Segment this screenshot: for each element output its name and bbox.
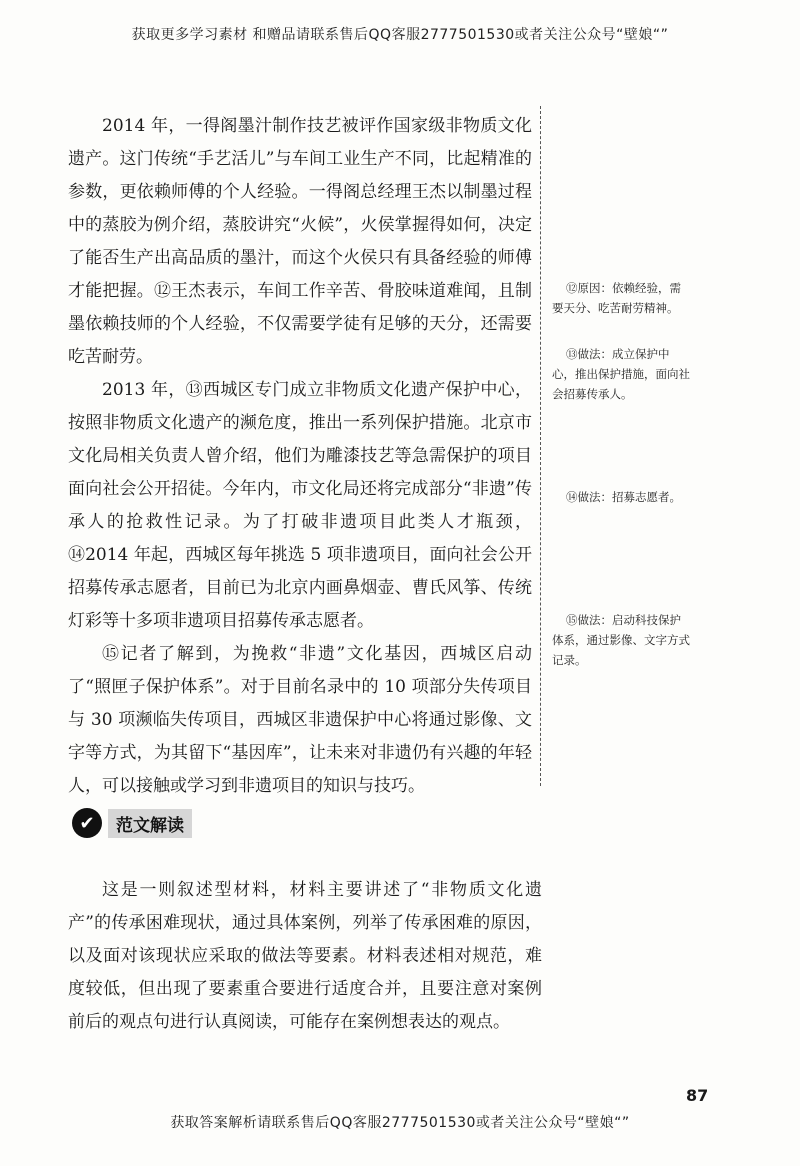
- margin-note-15: [552, 610, 720, 670]
- section-header: [72, 803, 192, 843]
- note-12-line-1: ⑫原因：依赖经验，需: [566, 281, 681, 295]
- note-15-line-3: 记录。: [552, 653, 587, 667]
- paragraph-3: ⑮记者了解到，为挽救“非遗”文化基因，西城区启动了“照匣子保护体系”。对于目前名录中的 10 项部分失传项目与 30 项濒临失传项目，西城区非遗保护中心将通过影像、文字等方式，为其留下“基因库”，让未来对非遗仍有兴趣的年轻人，可以接触或学习到非遗项目的知识与技巧。: [68, 644, 532, 796]
- section-title: 范文解读: [108, 809, 192, 838]
- note-14-line-1: ⑭做法：招募志愿者。: [566, 490, 681, 504]
- margin-note-14: [552, 487, 720, 507]
- analysis-paragraph: 这是一则叙述型材料，材料主要讲述了“非物质文化遗产”的传承困难现状，通过具体案例，列举了传承困难的原因，以及面对该现状应采取的做法等要素。材料表述相对规范，难度较低，但出现了要素重合要进行适度合并，且要注意对案例前后的观点句进行认真阅读，可能存在案例想表达的观点。: [68, 880, 542, 1032]
- note-15-line-2: 体系，通过影像、文字方式: [552, 633, 690, 647]
- top-promo-banner: 获取更多学习素材 和赠品请联系售后QQ客服2777501530或者关注公众号“壁娘“”: [131, 27, 669, 43]
- note-12-line-2: 要天分、吃苦耐劳精神。: [552, 301, 679, 315]
- analysis-section: [68, 874, 542, 1039]
- note-15-line-1: ⑮做法：启动科技保护: [566, 613, 681, 627]
- paragraph-1: 2014 年，一得阁墨汁制作技艺被评作国家级非物质文化遗产。这门传统“手艺活儿”与车间工业生产不同，比起精准的参数，更依赖师傅的个人经验。一得阁总经理王杰以制墨过程中的蒸胶为例介绍，蒸胶讲究“火候”，火侯掌握得如何，决定了能否生产出高品质的墨汁，而这个火侯只有具备经验的师傅才能把握。⑫王杰表示，车间工作辛苦、骨胶味道难闻，且制墨依赖技师的个人经验，不仅需要学徒有足够的天分，还需要吃苦耐劳。: [68, 116, 532, 367]
- checkmark-icon: ✔: [72, 808, 102, 838]
- paragraph-2: 2013 年，⑬西城区专门成立非物质文化遗产保护中心，按照非物质文化遗产的濒危度，推出一系列保护措施。北京市文化局相关负责人曾介绍，他们为雕漆技艺等急需保护的项目面向社会公开招徒。今年内，市文化局还将完成部分“非遗”传承人的抢救性记录。为了打破非遗项目此类人才瓶颈，⑭2014 年起，西城区每年挑选 5 项非遗项目，面向社会公开招募传承志愿者，目前已为北京内画鼻烟壶、曹氏风筝、传统灯彩等十多项非遗项目招募传承志愿者。: [68, 380, 532, 631]
- note-13-line-2: 心，推出保护措施，面向社: [552, 367, 690, 381]
- main-article: [68, 110, 532, 803]
- margin-divider: [540, 106, 541, 786]
- note-13-line-3: 会招募传承人。: [552, 387, 633, 401]
- page-number: 87: [686, 1086, 709, 1105]
- margin-note-13: [552, 344, 720, 404]
- note-13-line-1: ⑬做法：成立保护中: [566, 347, 670, 361]
- margin-note-12: [552, 278, 720, 318]
- bottom-promo-banner: 获取答案解析请联系售后QQ客服2777501530或者关注公众号“壁娘“”: [170, 1115, 630, 1131]
